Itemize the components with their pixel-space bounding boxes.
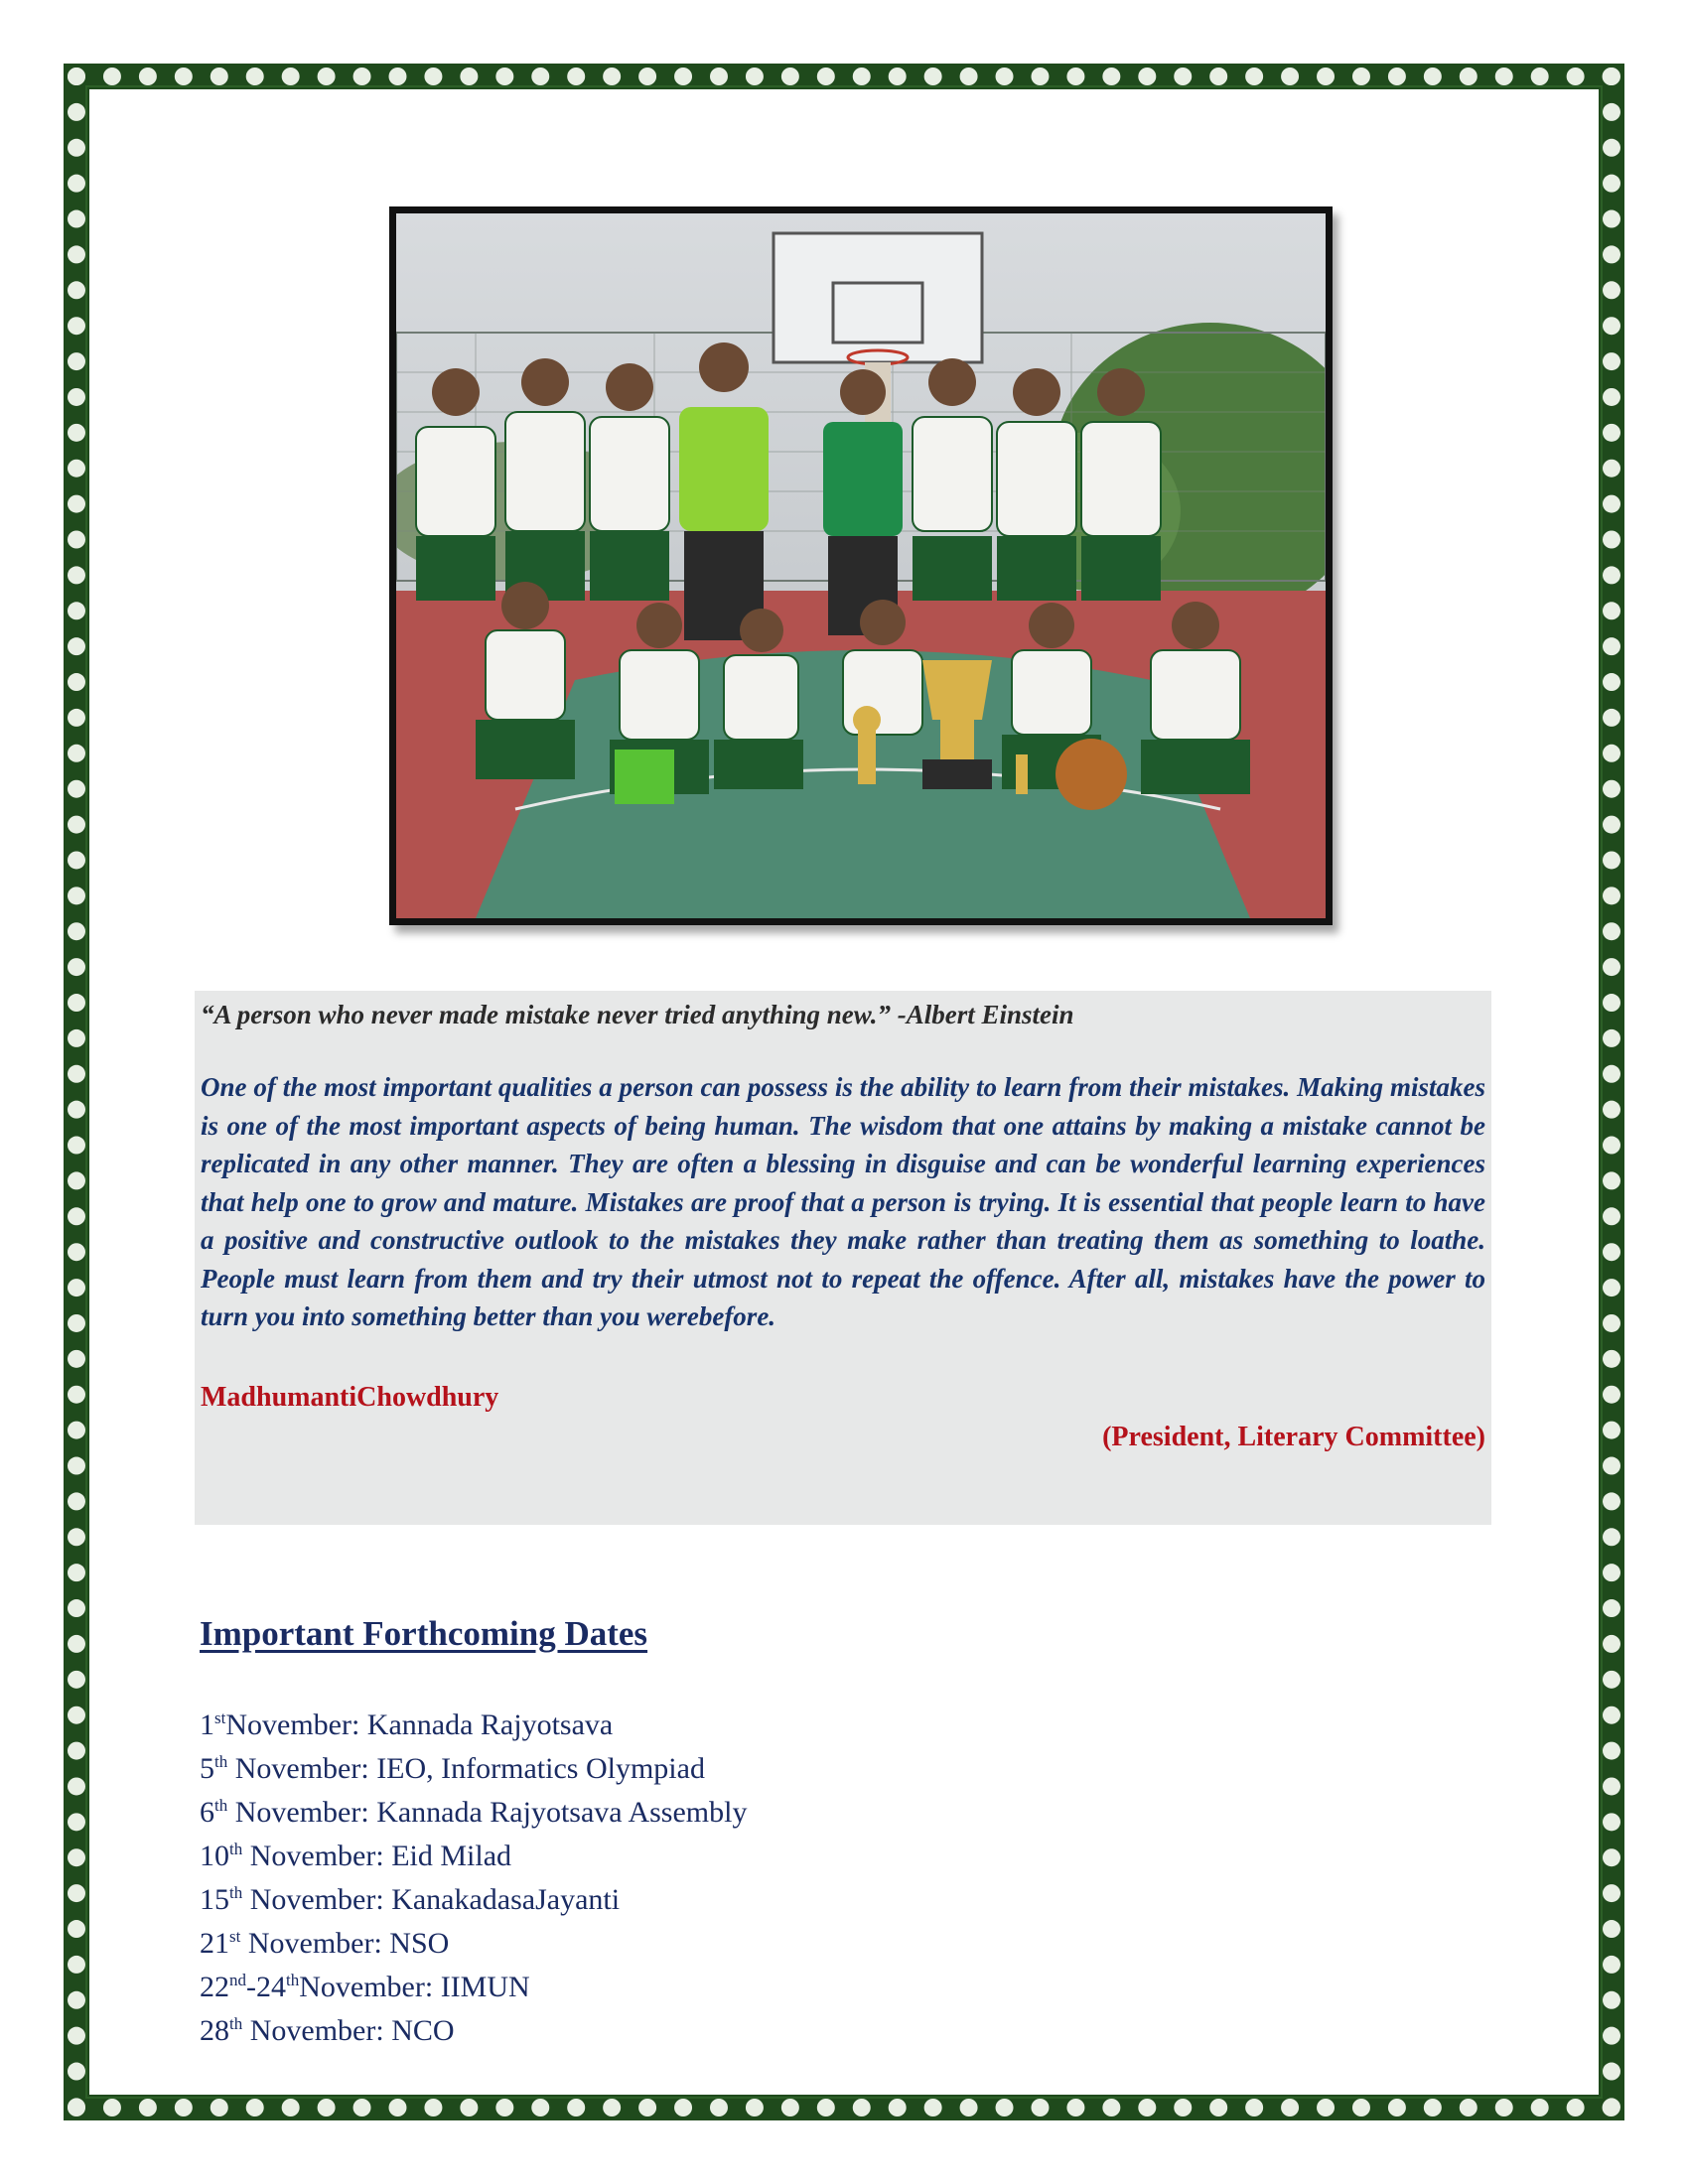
dates-list <box>200 1700 747 2049</box>
date-item: 5th November: IEO, Informatics Olympiad <box>200 1752 705 1785</box>
date-item: 15th November: KanakadasaJayanti <box>200 1883 621 1916</box>
date-item: 22nd-24thNovember: IIMUN <box>200 1971 530 2003</box>
date-item: 6th November: Kannada Rajyotsava Assembly <box>200 1796 748 1829</box>
date-item: 21st November: NSO <box>200 1927 450 1960</box>
author-role: (President, Literary Committee) <box>1102 1421 1485 1452</box>
author-name: MadhumantiChowdhury <box>201 1381 499 1413</box>
date-item: 1stNovember: Kannada Rajyotsava <box>200 1708 614 1741</box>
basketball-team-photo-icon <box>396 213 1326 918</box>
date-item: 10th November: Eid Milad <box>200 1840 512 1872</box>
einstein-quote: “A person who never made mistake never tried anything new.” -Albert Einstein <box>201 1000 1074 1029</box>
team-photo <box>389 206 1333 925</box>
date-item: 28th November: NCO <box>200 2014 455 2047</box>
quote-paragraph: One of the most important qualities a person can possess is the ability to learn from their mistakes. Making mistakes is one of the most important aspects of being human. The wisdom that one attains by making a mistake cannot be replicated in any other manner. They are often a blessing in disguise and can be wonderful learning experiences that help one to grow and mature. Mistakes are proof that a person is trying. It is essential that people learn to have a positive and constructive outlook to the mistakes they make rather than treating them as something to loathe. People must learn from them and try their utmost not to repeat the offence. After all, mistakes have the power to turn you into something better than you werebefore. <box>201 1072 1485 1331</box>
quote-section <box>195 991 1491 1525</box>
dates-title: Important Forthcoming Dates <box>200 1614 648 1653</box>
